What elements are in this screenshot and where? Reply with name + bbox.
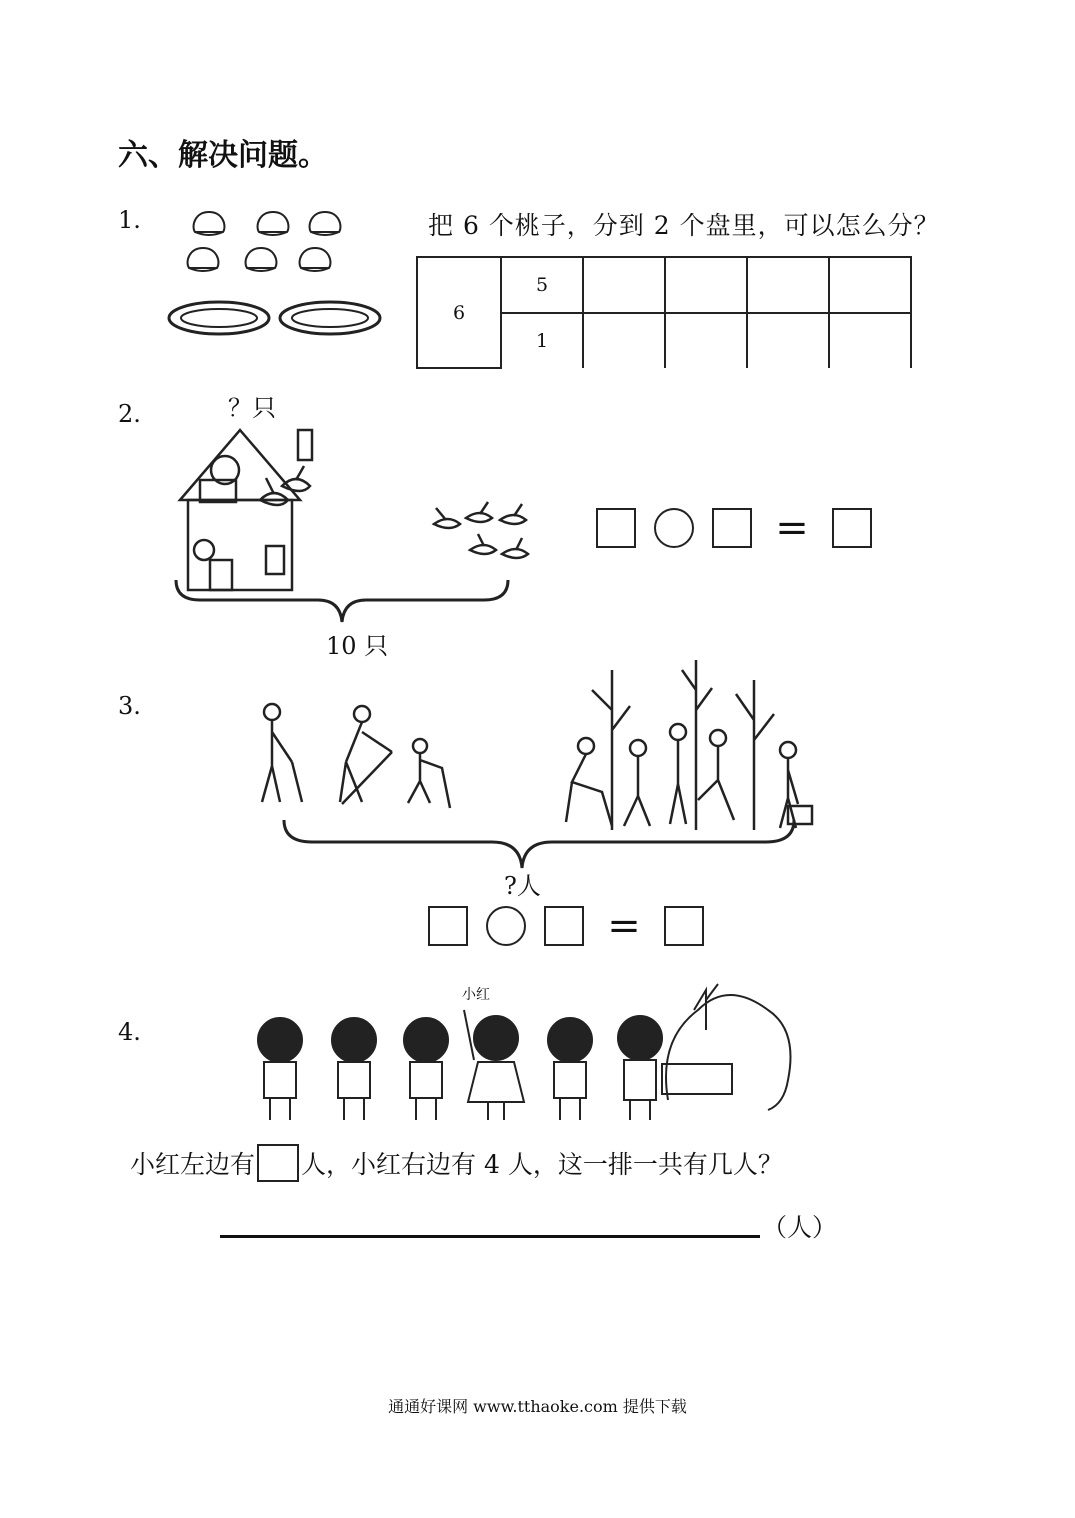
question-4-number: 4. (118, 1018, 141, 1046)
question-3-bottom-label: ?人 (504, 872, 541, 900)
peach-icon (194, 212, 225, 235)
question-4-text-after: 人，小红右边有 4 人，这一排一共有几人？ (301, 1150, 783, 1179)
question-2-bottom-label: 10 只 (326, 632, 389, 660)
child-icon (618, 1016, 662, 1120)
answer-unit: （人） (762, 1213, 838, 1242)
xiaohong-icon (464, 1010, 524, 1120)
child-carrying-bucket-icon (780, 742, 812, 828)
question-2-number: 2. (118, 400, 141, 428)
split-blank-cell[interactable] (583, 257, 665, 313)
split-bottom-given: 1 (501, 313, 583, 368)
peaches-and-plates-illustration (165, 200, 385, 346)
peach-icon (310, 212, 341, 235)
split-blank-cell[interactable] (583, 313, 665, 368)
tree-icon (682, 660, 712, 830)
bird-icon (500, 504, 526, 524)
bird-icon (470, 534, 496, 554)
child-planting-icon (698, 730, 734, 820)
left-count-box[interactable] (257, 1144, 299, 1182)
child-icon (404, 1018, 448, 1120)
split-blank-cell[interactable] (747, 313, 829, 368)
child-sweeping-icon (340, 706, 392, 804)
section-heading: 六、解决问题。 (118, 138, 328, 173)
house-and-birds-illustration (170, 420, 530, 660)
question-4-text (130, 1144, 783, 1182)
child-icon (258, 1018, 302, 1120)
answer-box[interactable] (664, 906, 704, 946)
answer-box[interactable] (832, 508, 872, 548)
child-planting-icon (670, 724, 686, 824)
split-blank-cell[interactable] (829, 257, 911, 313)
answer-line[interactable] (220, 1235, 760, 1238)
child-icon (332, 1018, 376, 1120)
split-top-given: 5 (501, 257, 583, 313)
child-sweeping-icon (262, 704, 302, 802)
house-icon (180, 430, 312, 590)
question-2-top-label: ？只 (228, 394, 276, 422)
peach-icon (188, 248, 219, 271)
peach-icon (258, 212, 289, 235)
question-4-text-before: 小红左边有 (130, 1150, 256, 1179)
equals-sign: = (775, 505, 809, 551)
bird-icon (282, 466, 310, 491)
question-3-equation (428, 903, 704, 949)
split-table (416, 256, 912, 369)
brace-shape (284, 820, 794, 868)
answer-box[interactable] (596, 508, 636, 548)
plate-icon (169, 302, 269, 334)
tree-icon (736, 680, 774, 830)
answer-box[interactable] (428, 906, 468, 946)
plate-icon (280, 302, 380, 334)
peach-icon (246, 248, 277, 271)
peach-icon (300, 248, 331, 271)
split-blank-cell[interactable] (747, 257, 829, 313)
child-icon (548, 1018, 592, 1120)
question-1-text: 把 6 个桃子，分到 2 个盘里，可以怎么分？ (428, 211, 940, 240)
question-2-equation (596, 505, 872, 551)
child-digging-icon (408, 739, 450, 808)
bird-icon (502, 538, 528, 558)
brace-shape (176, 580, 508, 622)
tree-bush-icon (662, 984, 791, 1110)
split-blank-cell[interactable] (665, 257, 747, 313)
tree-icon (592, 670, 630, 830)
equals-sign: = (607, 903, 641, 949)
bird-icon (434, 508, 460, 528)
operator-circle[interactable] (486, 906, 526, 946)
split-total: 6 (417, 257, 501, 368)
bird-icon (466, 502, 492, 522)
xiaohong-name-tag: 小红 (462, 987, 490, 1003)
footer-text: 通通好课网 www.tthaoke.com 提供下载 (388, 1397, 687, 1416)
question-3-number: 3. (118, 692, 141, 720)
answer-box[interactable] (544, 906, 584, 946)
answer-box[interactable] (712, 508, 752, 548)
sweeping-and-planting-illustration (240, 650, 830, 880)
split-blank-cell[interactable] (665, 313, 747, 368)
child-planting-icon (566, 738, 612, 826)
child-planting-icon (624, 740, 650, 826)
split-blank-cell[interactable] (829, 313, 911, 368)
operator-circle[interactable] (654, 508, 694, 548)
children-in-a-row-illustration (238, 960, 818, 1130)
question-1-number: 1. (118, 206, 141, 234)
